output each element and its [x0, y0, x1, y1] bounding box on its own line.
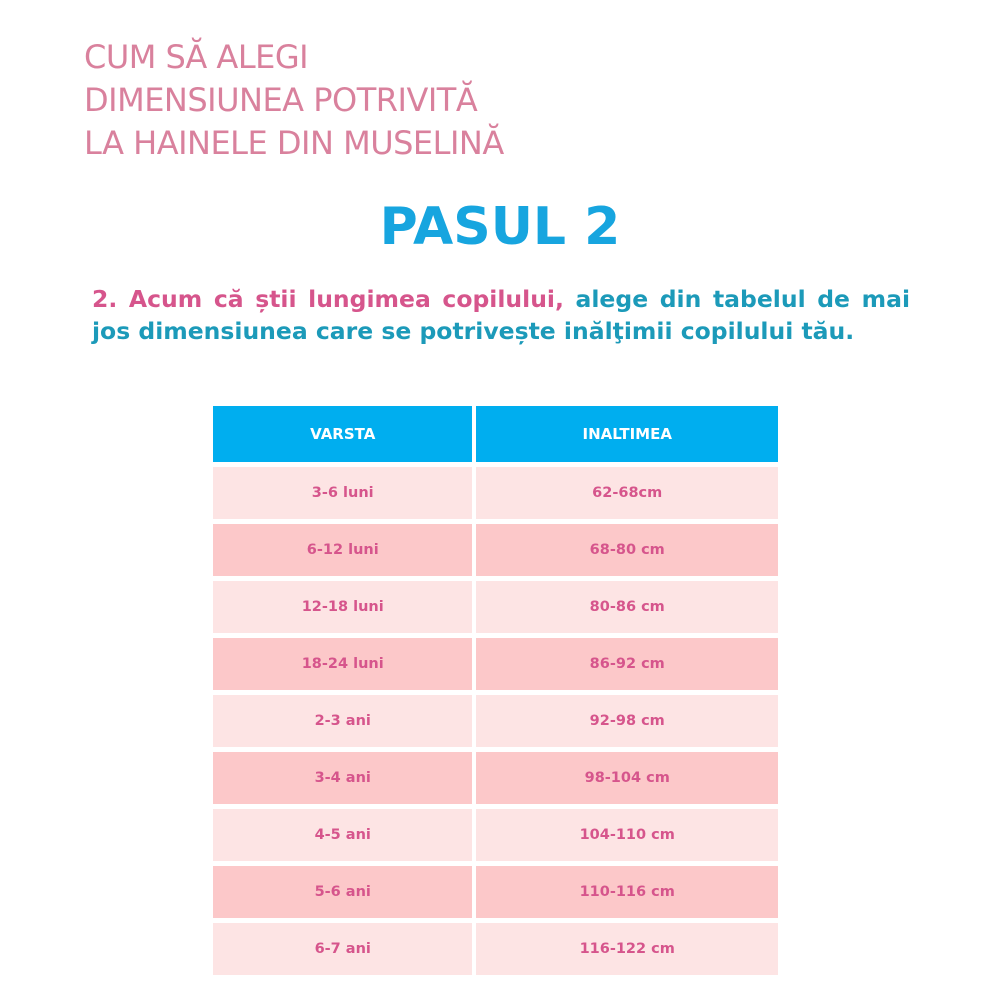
height-cell: 92-98 cm [476, 695, 778, 747]
table-header-row [213, 406, 778, 462]
height-cell: 68-80 cm [476, 524, 778, 576]
header-varsta: VARSTA [213, 406, 472, 462]
table-row [213, 809, 778, 861]
table-row [213, 866, 778, 918]
height-cell: 98-104 cm [476, 752, 778, 804]
age-cell: 2-3 ani [213, 695, 472, 747]
age-cell: 12-18 luni [213, 581, 472, 633]
height-cell: 86-92 cm [476, 638, 778, 690]
age-cell: 18-24 luni [213, 638, 472, 690]
age-cell: 4-5 ani [213, 809, 472, 861]
height-cell: 116-122 cm [476, 923, 778, 975]
table-row [213, 923, 778, 975]
title-line-3: LA HAINELE DIN MUSELINĂ [84, 124, 504, 162]
step-heading: PASUL 2 [379, 197, 621, 257]
age-cell: 6-12 luni [213, 524, 472, 576]
height-cell: 110-116 cm [476, 866, 778, 918]
header-inaltimea: INALTIMEA [476, 406, 778, 462]
instruction-highlight: 2. Acum că știi lungimea copilului, [92, 285, 564, 313]
age-cell: 5-6 ani [213, 866, 472, 918]
size-table [209, 401, 782, 980]
table-row [213, 638, 778, 690]
height-cell: 62-68cm [476, 467, 778, 519]
age-cell: 6-7 ani [213, 923, 472, 975]
height-cell: 80-86 cm [476, 581, 778, 633]
table-row [213, 752, 778, 804]
page-title [84, 36, 504, 165]
title-line-2: DIMENSIUNEA POTRIVITĂ [84, 81, 478, 119]
height-cell: 104-110 cm [476, 809, 778, 861]
table-row [213, 695, 778, 747]
age-cell: 3-6 luni [213, 467, 472, 519]
table-row [213, 581, 778, 633]
instruction-text [92, 283, 910, 347]
table-row [213, 467, 778, 519]
age-cell: 3-4 ani [213, 752, 472, 804]
title-line-1: CUM SĂ ALEGI [84, 38, 309, 76]
instruction-rest: alege din tabelul de mai jos dimensiunea care se potrivește inălţimii copilului tău. [92, 285, 910, 345]
table-row [213, 524, 778, 576]
